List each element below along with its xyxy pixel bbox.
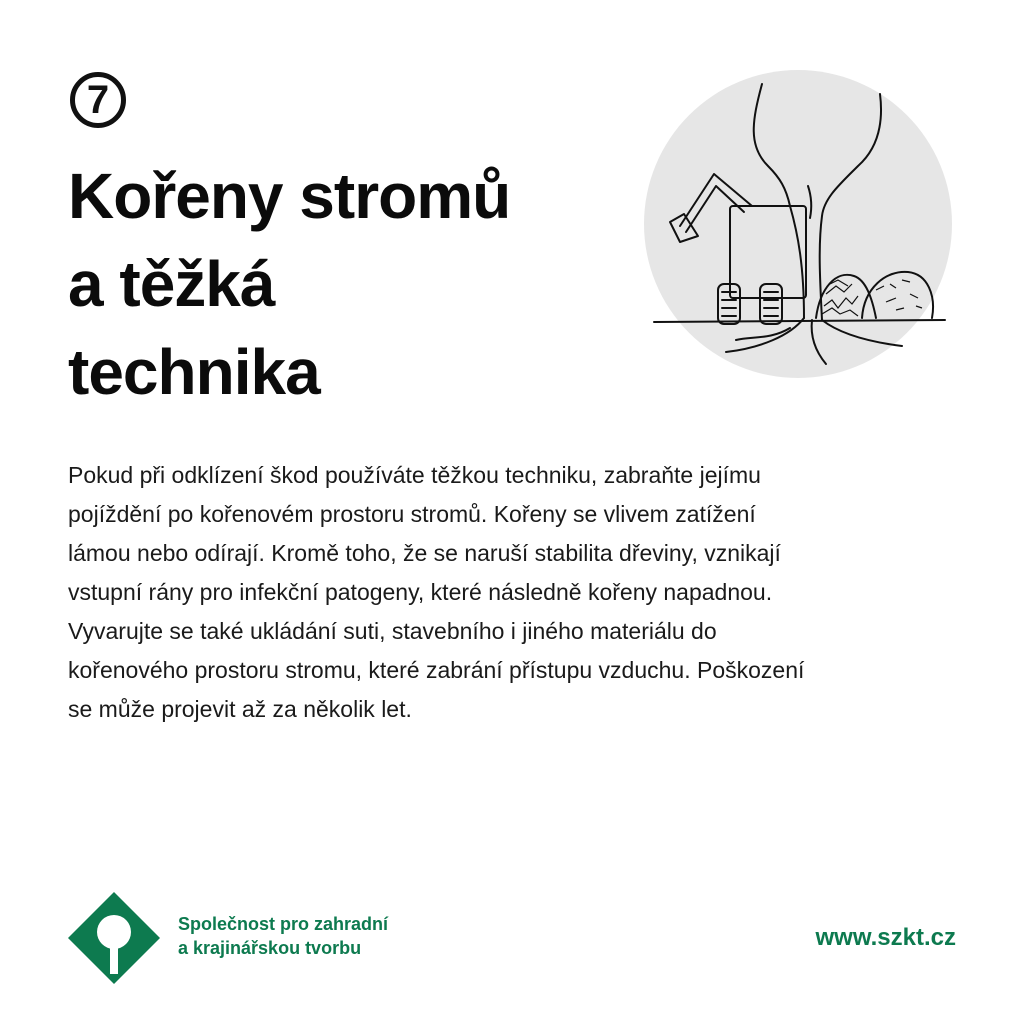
organization-name-line-1: Společnost pro zahradní: [178, 914, 389, 934]
szkt-diamond-logo-icon: [68, 892, 160, 984]
page-title: [68, 152, 628, 416]
organization-name-line-2: a krajinářskou tvorbu: [178, 938, 362, 958]
organization-name: [178, 912, 388, 960]
title-line-2: a těžká: [68, 248, 275, 320]
title-line-1: Kořeny stromů: [68, 160, 511, 232]
step-number-badge: 7: [70, 72, 126, 128]
excavator-tree-roots-illustration: [640, 66, 960, 386]
title-line-3: technika: [68, 336, 320, 408]
body-paragraph: Pokud při odklízení škod používáte těžkou techniku, zabraňte jejímu pojíždění po kořenovém prostoru stromů. Kořeny se vlivem zatížení lámou nebo odírají. Kromě toho, že se naruší stabilita dřeviny, vznikají vstupní rány pro infekční patogeny, které následně kořeny napadnou. Vyvarujte se také ukládání suti, stavebního i jiného materiálu do kořenového prostoru stromu, které zabrání přístupu vzduchu. Poškození se může projevit až za několik let.: [68, 462, 805, 722]
website-link[interactable]: www.szkt.cz: [815, 924, 956, 951]
